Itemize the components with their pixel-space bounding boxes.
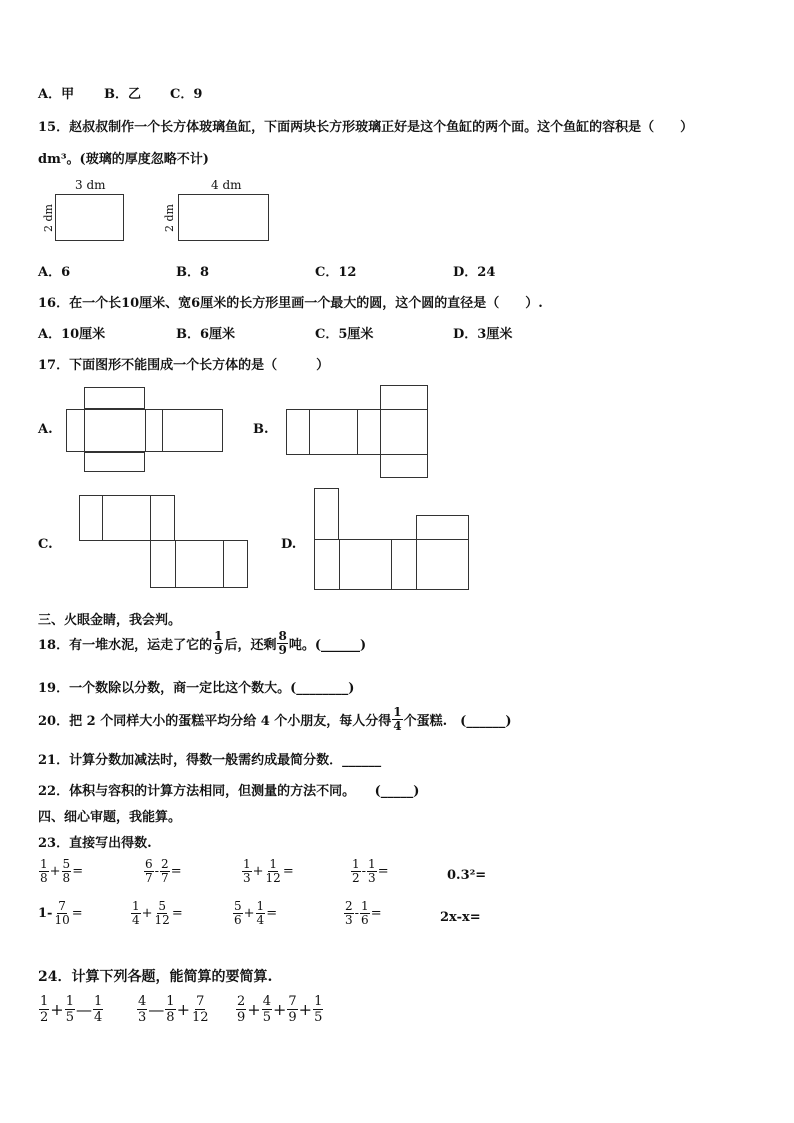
net-c-top-row [79,495,175,541]
operator: — [148,1000,165,1019]
net-d-tall-flap [314,488,339,540]
prefix: 1- [38,906,53,921]
fraction [313,994,323,1025]
q14-option-b: B．乙 [104,87,141,102]
net-a-divider [162,409,163,452]
section-4-heading: 四、细心审题，我能算。 [38,810,182,825]
fraction [165,994,175,1025]
equals: = [282,864,294,879]
numerator: 1 [93,994,103,1009]
denominator: 5 [65,1010,74,1025]
q15-option-d: D．24 [453,265,496,280]
denominator: 8 [166,1010,175,1025]
numerator: 1 [314,994,323,1009]
fig2-top-label: 4 dm [211,178,242,192]
fraction [39,994,49,1025]
q23-r2-item-4 [343,900,382,927]
equals: = [72,864,84,879]
q21: 21．计算分数加减法时，得数一般需约成最简分数．______ [38,753,382,768]
equals: = [71,906,83,921]
denominator: 5 [262,1010,271,1025]
fraction [53,900,70,927]
denominator: 3 [345,913,353,927]
q24-title: 24．计算下列各题，能简算的要简算. [38,969,273,985]
operator: - [154,864,160,879]
q23-r2-item-2 [130,900,183,927]
q23-r1-item-3 [241,858,294,885]
numerator: 7 [196,994,205,1009]
q16-option-a: A．10厘米 [38,327,106,342]
numerator: 1 [393,705,402,719]
fig2-side-label: 2 dm [163,204,176,232]
fraction [131,900,141,927]
q23-r1-item-1 [38,858,83,885]
numerator: 1 [243,857,251,871]
numerator: 1 [361,899,369,913]
numerator: 1 [132,899,140,913]
operator: + [247,1000,261,1019]
net-c-divider [223,540,224,588]
q24-expression-2 [136,994,211,1025]
equals: = [377,864,389,879]
numerator: 7 [288,994,297,1009]
denominator: 2 [40,1010,49,1025]
denominator: 6 [234,913,242,927]
numerator: 7 [58,899,66,913]
numerator: 5 [62,857,71,871]
q20-pre: 20．把 2 个同样大小的蛋糕平均分给 4 个小朋友，每人分得 [38,714,392,729]
numerator: 1 [352,857,360,871]
numerator: 1 [40,994,49,1009]
q24-expression-1 [38,994,104,1025]
q20 [38,706,511,733]
fraction [39,858,49,885]
equals: = [266,906,278,921]
operator: + [176,1000,190,1019]
fraction [262,994,272,1025]
q19: 19．一个数除以分数，商一定比这个数大。(________) [38,681,355,696]
fraction [351,858,361,885]
fraction [191,994,210,1025]
numerator: 2 [345,899,353,913]
q20-post: 个蛋糕. (______) [403,714,512,729]
net-a-top-flap [84,387,145,409]
q22: 22．体积与容积的计算方法相同，但测量的方法不同。 (_____) [38,784,420,799]
fig1-rectangle [55,194,124,241]
operator: - [361,864,367,879]
net-c-bottom-row [150,540,248,588]
denominator: 4 [256,913,265,927]
fraction [287,994,297,1025]
q24-expression-3 [235,994,324,1025]
denominator: 8 [40,871,48,885]
q15-text-line2: dm³。(玻璃的厚度忽略不计) [38,152,209,167]
denominator: 10 [54,913,70,927]
equals: = [170,864,182,879]
denominator: 2 [352,871,360,885]
net-b-divider [380,409,381,455]
operator: + [298,1000,313,1019]
q23-title: 23．直接写出得数. [38,836,152,851]
denominator: 3 [243,871,251,885]
q15-option-a: A．6 [38,265,71,280]
fraction [344,900,354,927]
q23-r1-item-2 [143,858,182,885]
q16-option-b: B．6厘米 [176,327,236,342]
net-b-divider [357,409,358,455]
denominator: 9 [214,643,223,657]
q23-r1-item-4 [350,858,389,885]
operator: - [354,906,360,921]
numerator: 8 [278,629,287,643]
fraction [144,858,154,885]
q18 [38,630,366,657]
q18-post: 吨。(______) [288,638,367,653]
fraction [65,994,75,1025]
net-b-top-flap [380,385,428,410]
denominator: 5 [314,1010,323,1025]
numerator: 1 [368,857,376,871]
q17-label-c: C. [38,537,53,552]
denominator: 7 [145,871,153,885]
net-a-bottom-flap [84,452,145,472]
fraction [256,900,266,927]
net-c-divider [102,495,103,541]
net-d-divider [416,539,417,590]
q23-r2-item-5: 2x-x= [440,910,481,925]
q18-fraction-1 [213,630,223,657]
operator: + [50,1000,64,1019]
q17-label-d: D. [281,537,297,552]
denominator: 3 [368,871,376,885]
fig2-rectangle [178,194,269,241]
q18-fraction-2 [277,630,287,657]
numerator: 5 [234,899,242,913]
numerator: 5 [158,899,166,913]
denominator: 4 [393,719,402,733]
net-d-divider [391,539,392,590]
net-b-bottom-flap [380,454,428,478]
equals: = [370,906,382,921]
q15-option-c: C．12 [315,265,357,280]
fraction [93,994,103,1025]
fraction [137,994,147,1025]
denominator: 12 [265,871,281,885]
q20-fraction [392,706,402,733]
q16-option-c: C．5厘米 [315,327,374,342]
denominator: 9 [278,643,287,657]
q18-pre: 18．有一堆水泥，运走了它的 [38,638,213,653]
equals: = [171,906,183,921]
q14-option-a: A．甲 [38,87,75,102]
net-a-divider [145,409,146,452]
fraction [242,858,252,885]
denominator: 3 [138,1010,147,1025]
denominator: 4 [93,1010,103,1025]
fraction [160,858,170,885]
numerator: 2 [237,994,246,1009]
net-d-divider [339,539,340,590]
q17-text: 17．下面图形不能围成一个长方体的是（ ） [38,358,330,373]
denominator: 12 [191,1010,209,1025]
denominator: 8 [62,871,71,885]
numerator: 4 [138,994,147,1009]
denominator: 7 [161,871,169,885]
numerator: 1 [65,994,74,1009]
numerator: 1 [256,899,265,913]
denominator: 4 [132,913,140,927]
fig1-side-label: 2 dm [42,204,55,232]
denominator: 9 [288,1010,297,1025]
numerator: 1 [40,857,48,871]
denominator: 6 [361,913,369,927]
numerator: 1 [166,994,175,1009]
fraction [265,858,282,885]
operator: + [49,864,61,879]
q17-label-b: B. [253,422,269,437]
denominator: 12 [154,913,170,927]
fraction [154,900,171,927]
q18-mid: 后，还剩 [224,638,277,653]
q17-label-a: A. [38,422,53,437]
fraction [62,858,72,885]
numerator: 1 [269,857,277,871]
fraction [360,900,370,927]
operator: — [75,1000,92,1019]
fraction [236,994,246,1025]
numerator: 6 [145,857,153,871]
q16-option-d: D．3厘米 [453,327,513,342]
q23-r2-item-1 [38,900,83,927]
q15-option-b: B．8 [176,265,210,280]
numerator: 1 [214,629,223,643]
net-c-divider [175,540,176,588]
fig1-top-label: 3 dm [75,178,106,192]
operator: + [252,864,264,879]
section-3-heading: 三、火眼金睛，我会判。 [38,613,182,628]
operator: + [272,1000,287,1019]
operator: + [243,906,255,921]
numerator: 4 [262,994,271,1009]
denominator: 9 [237,1010,246,1025]
net-a-divider [84,409,85,452]
fraction [367,858,377,885]
net-c-divider [150,495,151,541]
q15-text-line1: 15．赵叔叔制作一个长方体玻璃鱼缸，下面两块长方形玻璃正好是这个鱼缸的两个面。这个鱼缸的容积是（ ） [38,120,694,135]
q14-option-c: C．9 [170,87,203,102]
net-b-divider [309,409,310,455]
net-d-top-flap [416,515,469,540]
q23-r2-item-3 [232,900,277,927]
q16-text: 16．在一个长10厘米、宽6厘米的长方形里画一个最大的圆，这个圆的直径是（ ）. [38,296,543,311]
operator: + [141,906,153,921]
numerator: 2 [161,857,169,871]
q23-r1-item-5: 0.3²= [447,868,487,883]
fraction [233,900,243,927]
